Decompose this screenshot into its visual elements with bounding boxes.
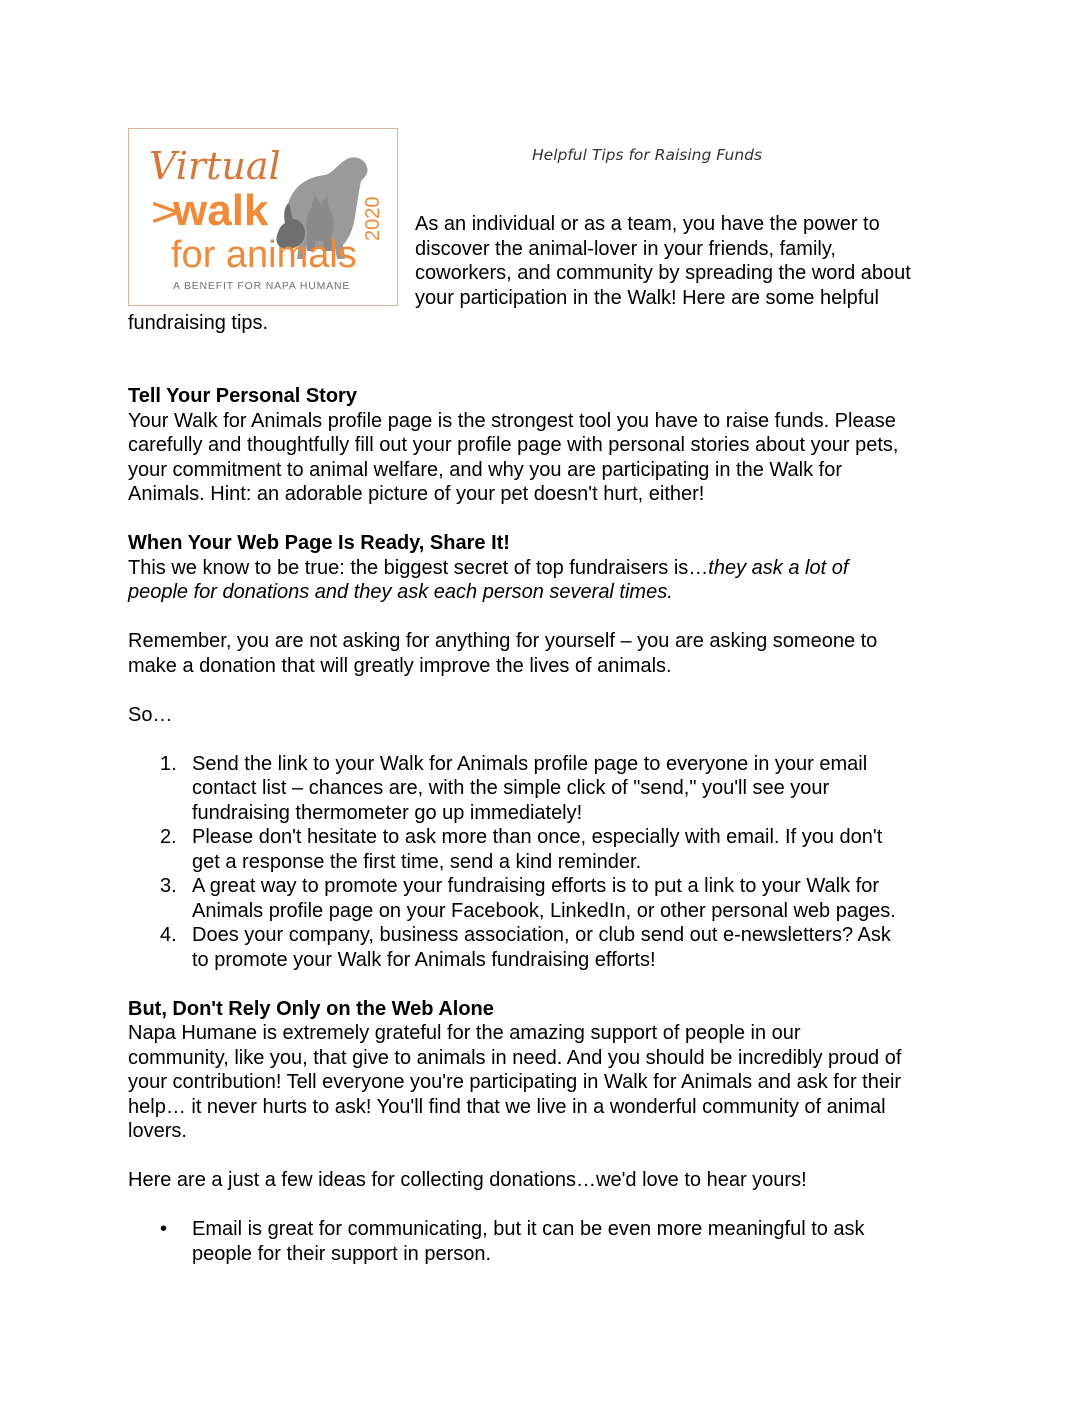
walk-for-animals-logo [128,128,398,306]
body-line [128,556,978,581]
body-line: help… it never hurts to ask! You'll find that we live in a wonderful community of animal [128,1095,886,1118]
emphasis-text: they ask a lot of [708,556,849,579]
logo-tagline: A BENEFIT FOR NAPA HUMANE [173,280,351,292]
list-line: Does your company, business association, or club send out e-newsletters? Ask [192,924,891,946]
emphasis-text: people for donations and they ask each person several times. [128,581,673,603]
so-line: So… [128,703,173,726]
logo-walk: walk [173,186,269,235]
list-line: Send the link to your Walk for Animals profile page to everyone in your email [192,752,868,775]
list-number: 3. [160,875,177,897]
intro-line: coworkers, and community by spreading the word about [415,262,911,284]
intro-line: your participation in the Walk! Here are some helpful [415,286,879,309]
section-heading-personal-story: Tell Your Personal Story [128,385,357,407]
bullet-icon: • [160,1218,168,1240]
body-line: Napa Humane is extremely grateful for the amazing support of people in our [128,1022,801,1044]
body-text: This we know to be true: the biggest secret of top fundraisers is… [128,556,709,579]
list-item [128,874,978,923]
body-line: lovers. [128,1120,187,1142]
logo-for-animals: for animals [171,234,357,276]
list-item [128,923,978,972]
list-number: 4. [160,924,177,946]
ideas-bullet-list [128,1217,978,1266]
list-line: A great way to promote your fundraising efforts is to put a link to your Walk for [192,875,879,897]
document-body [128,384,978,1266]
body-line: your commitment to animal welfare, and why you are participating in the Walk for [128,458,843,481]
intro-line-tail: fundraising tips. [128,312,269,334]
body-line: your contribution! Tell everyone you're participating in Walk for Animals and ask for their [128,1071,902,1093]
tips-numbered-list [128,752,978,973]
list-line: to promote your Walk for Animals fundraising efforts! [192,948,656,971]
body-line: Animals. Hint: an adorable picture of your pet doesn't hurt, either! [128,483,705,505]
list-line: people for their support in person. [192,1242,492,1265]
body-line: make a donation that will greatly improve the lives of animals. [128,654,672,677]
body-line: Remember, you are not asking for anything for yourself – you are asking someone to [128,630,878,652]
list-item [128,1217,978,1266]
list-line: Please don't hesitate to ask more than once, especially with email. If you don't [192,826,883,848]
list-item [128,825,978,874]
list-line: contact list – chances are, with the simple click of "send," you'll see your [192,777,830,799]
list-number: 2. [160,826,177,848]
logo-graphic [129,129,397,305]
body-line: Your Walk for Animals profile page is the strongest tool you have to raise funds. Please [128,409,896,432]
document-title: Helpful Tips for Raising Funds [532,146,763,164]
logo-arrow: > [149,189,183,235]
list-item [128,752,978,826]
body-line [128,580,978,605]
section-heading-share-page: When Your Web Page Is Ready, Share It! [128,532,510,554]
body-line: carefully and thoughtfully fill out your profile page with personal stories about your pets, [128,434,899,456]
list-line: fundraising thermometer go up immediately! [192,801,583,824]
ideas-line: Here are a just a few ideas for collecting donations…we'd love to hear yours! [128,1169,807,1191]
list-number: 1. [160,752,177,775]
logo-virtual: Virtual [149,144,281,188]
body-line: community, like you, that give to animals in need. And you should be incredibly proud of [128,1046,902,1069]
intro-paragraph [415,212,975,310]
intro-line: discover the animal-lover in your friends, family, [415,237,836,260]
logo-year: 2020 [362,196,384,241]
list-line: get a response the first time, send a kind reminder. [192,850,642,873]
list-line: Email is great for communicating, but it can be even more meaningful to ask [192,1218,865,1240]
section-heading-dont-rely-on-web: But, Don't Rely Only on the Web Alone [128,997,494,1020]
list-line: Animals profile page on your Facebook, LinkedIn, or other personal web pages. [192,899,896,922]
intro-line: As an individual or as a team, you have the power to [415,213,880,235]
